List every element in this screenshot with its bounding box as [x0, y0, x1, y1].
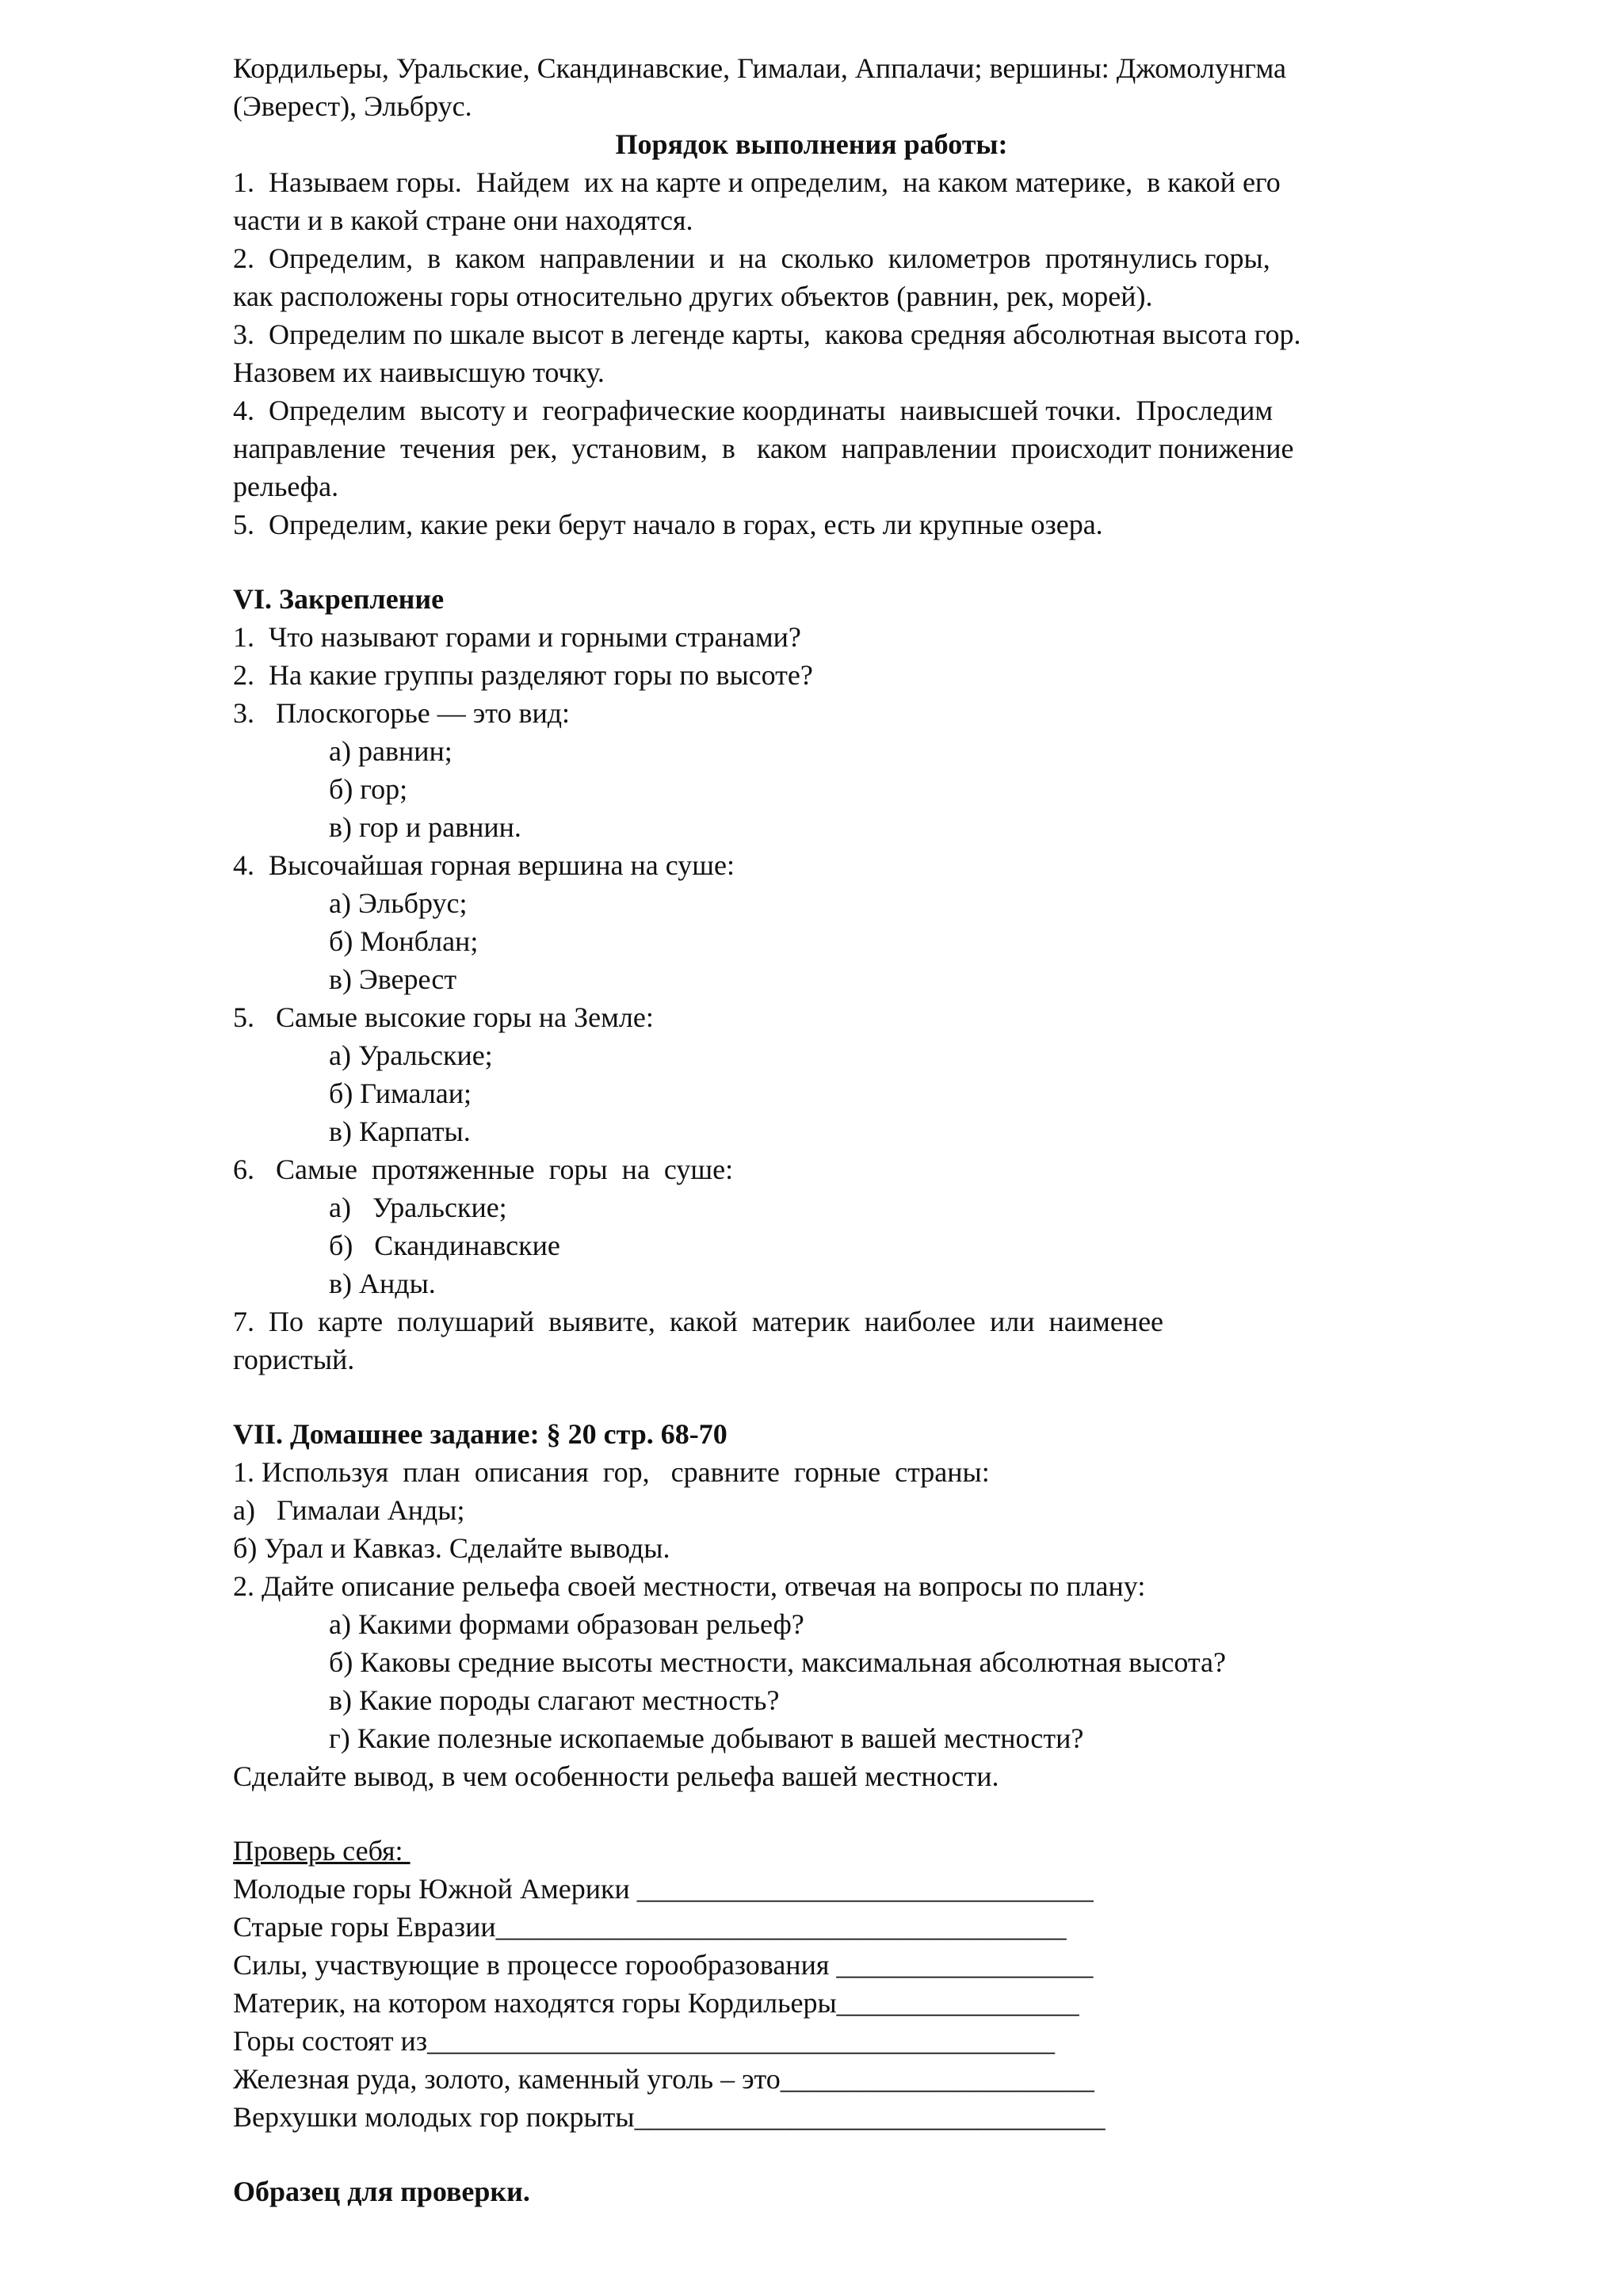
- homework-subquestion: б) Каковы средние высоты местности, максимальная абсолютная высота?: [329, 1646, 1226, 1678]
- procedure-line: 2. Определим, в каком направлении и на сколько километров протянулись горы,: [233, 242, 1270, 274]
- selfcheck-line: Верхушки молодых гор покрыты_________________________________: [233, 2101, 1106, 2133]
- procedure-line: 3. Определим по шкале высот в легенде карты, какова средняя абсолютная высота гор.: [233, 318, 1301, 350]
- intro-line: Кордильеры, Уральские, Скандинавские, Гималаи, Аппалачи; вершины: Джомолунгма: [233, 52, 1286, 84]
- procedure-line: части и в какой стране они находятся.: [233, 204, 693, 236]
- selfcheck-line: Горы состоят из____________________________________________: [233, 2025, 1056, 2057]
- answer-option: б) Гималаи;: [329, 1077, 472, 1109]
- selfcheck-line: Старые горы Евразии________________________________________: [233, 1911, 1067, 1943]
- answer-option: а) Уральские;: [329, 1192, 507, 1223]
- homework-conclusion: Сделайте вывод, в чем особенности рельефа вашей местности.: [233, 1760, 999, 1792]
- question: гористый.: [233, 1344, 355, 1375]
- answer-option: б) гор;: [329, 773, 408, 805]
- section6-title: VI. Закрепление: [233, 583, 445, 615]
- selfcheck-line: Молодые горы Южной Америки ________________________________: [233, 1873, 1094, 1905]
- procedure-line: как расположены горы относительно других объектов (равнин, рек, морей).: [233, 280, 1153, 312]
- answer-option: б) Скандинавские: [329, 1230, 560, 1261]
- question: 6. Самые протяженные горы на суше:: [233, 1154, 734, 1185]
- selfcheck-line: Материк, на котором находятся горы Кордильеры_________________: [233, 1987, 1079, 2019]
- question: 4. Высочайшая горная вершина на суше:: [233, 849, 735, 881]
- procedure-line: 5. Определим, какие реки берут начало в горах, есть ли крупные озера.: [233, 509, 1103, 540]
- homework-line: 1. Используя план описания гор, сравните горные страны:: [233, 1456, 990, 1488]
- homework-subquestion: а) Какими формами образован рельеф?: [329, 1608, 804, 1640]
- answer-option: а) Эльбрус;: [329, 887, 468, 919]
- procedure-line: 4. Определим высоту и географические координаты наивысшей точки. Проследим: [233, 395, 1274, 426]
- homework-line: а) Гималаи Анды;: [233, 1494, 465, 1526]
- selfcheck-title: Проверь себя:: [233, 1835, 411, 1867]
- question: 3. Плоскогорье — это вид:: [233, 697, 571, 729]
- question: 1. Что называют горами и горными странами?: [233, 621, 801, 653]
- procedure-line: Назовем их наивысшую точку.: [233, 357, 605, 388]
- homework-line: 2. Дайте описание рельефа своей местности, отвечая на вопросы по плану:: [233, 1570, 1146, 1602]
- question: 7. По карте полушарий выявите, какой материк наиболее или наименее: [233, 1306, 1164, 1337]
- selfcheck-line: Железная руда, золото, каменный уголь – это______________________: [233, 2063, 1094, 2095]
- procedure-line: направление течения рек, установим, в каком направлении происходит понижение: [233, 433, 1294, 464]
- answer-option: в) Карпаты.: [329, 1116, 471, 1147]
- homework-subquestion: г) Какие полезные ископаемые добывают в вашей местности?: [329, 1722, 1084, 1754]
- sample-title: Образец для проверки.: [233, 2176, 530, 2207]
- answer-option: в) Анды.: [329, 1268, 436, 1299]
- answer-option: в) Эверест: [329, 963, 457, 995]
- question: 5. Самые высокие горы на Земле:: [233, 1001, 654, 1033]
- intro-line: (Эверест), Эльбрус.: [233, 90, 472, 122]
- homework-line: б) Урал и Кавказ. Сделайте выводы.: [233, 1532, 670, 1564]
- question: 2. На какие группы разделяют горы по высоте?: [233, 659, 813, 691]
- answer-option: б) Монблан;: [329, 925, 479, 957]
- answer-option: а) Уральские;: [329, 1039, 493, 1071]
- procedure-line: 1. Называем горы. Найдем их на карте и определим, на каком материке, в какой его: [233, 166, 1281, 198]
- procedure-title: Порядок выполнения работы:: [615, 128, 1008, 160]
- procedure-line: рельефа.: [233, 471, 339, 502]
- answer-option: в) гор и равнин.: [329, 811, 521, 843]
- answer-option: а) равнин;: [329, 735, 453, 767]
- homework-subquestion: в) Какие породы слагают местность?: [329, 1684, 780, 1716]
- selfcheck-line: Силы, участвующие в процессе горообразования __________________: [233, 1949, 1094, 1981]
- section7-title: VII. Домашнее задание: § 20 стр. 68-70: [233, 1418, 727, 1450]
